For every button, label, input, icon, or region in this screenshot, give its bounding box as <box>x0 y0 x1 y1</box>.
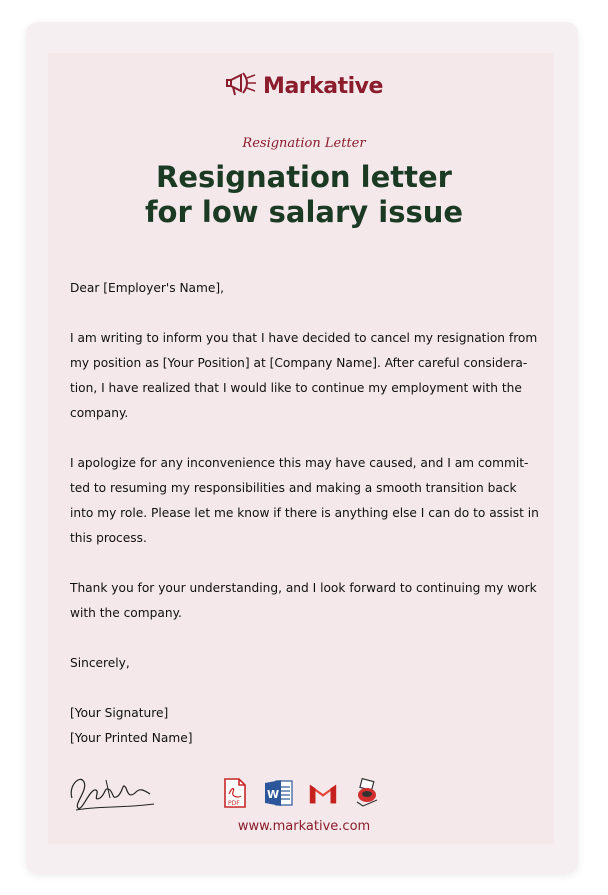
title-line-2: for low salary issue <box>144 195 464 229</box>
paragraph-1-line-3: tion, I have realized that I would like to continue my employment with the <box>70 381 522 395</box>
paragraph-1-line-2: my position as [Your Position] at [Company Name]. After careful considera- <box>70 356 528 370</box>
subtitle: Resignation Letter <box>242 136 366 151</box>
signature-placeholder: [Your Signature] <box>70 706 169 720</box>
brand-name: Markative <box>263 73 383 99</box>
closing: Sincerely, <box>70 656 130 670</box>
signature-image <box>66 768 158 818</box>
letter-body <box>70 276 540 751</box>
website-url[interactable]: www.markative.com <box>237 819 371 834</box>
paragraph-2-line-1: I apologize for any inconvenience this may have caused, and I am commit- <box>70 456 529 470</box>
paragraph-3-line-1: Thank you for your understanding, and I look forward to continuing my work <box>70 581 537 595</box>
print-icon[interactable] <box>352 777 382 809</box>
paragraph-3-line-2: with the company. <box>70 606 182 620</box>
printed-name-placeholder: [Your Printed Name] <box>70 731 193 745</box>
share-icons <box>220 775 382 811</box>
megaphone-icon <box>225 69 259 104</box>
page-title <box>0 160 608 230</box>
paragraph-2-line-2: ted to resuming my responsibilities and making a smooth transition back <box>70 481 517 495</box>
svg-text:W: W <box>267 788 280 801</box>
gmail-icon[interactable] <box>308 777 338 809</box>
paragraph-2-line-3: into my role. Please let me know if there is anything else I can do to assist in <box>70 506 539 520</box>
brand-logo <box>0 66 608 106</box>
word-icon[interactable] <box>264 777 294 809</box>
paragraph-1-line-4: company. <box>70 406 129 420</box>
greeting: Dear [Employer's Name], <box>70 281 225 295</box>
paragraph-2-line-4: this process. <box>70 531 147 545</box>
svg-text:PDF: PDF <box>228 800 240 807</box>
title-line-1: Resignation letter <box>156 160 452 194</box>
paragraph-1-line-1: I am writing to inform you that I have decided to cancel my resignation from <box>70 331 538 345</box>
pdf-icon[interactable] <box>220 777 250 809</box>
